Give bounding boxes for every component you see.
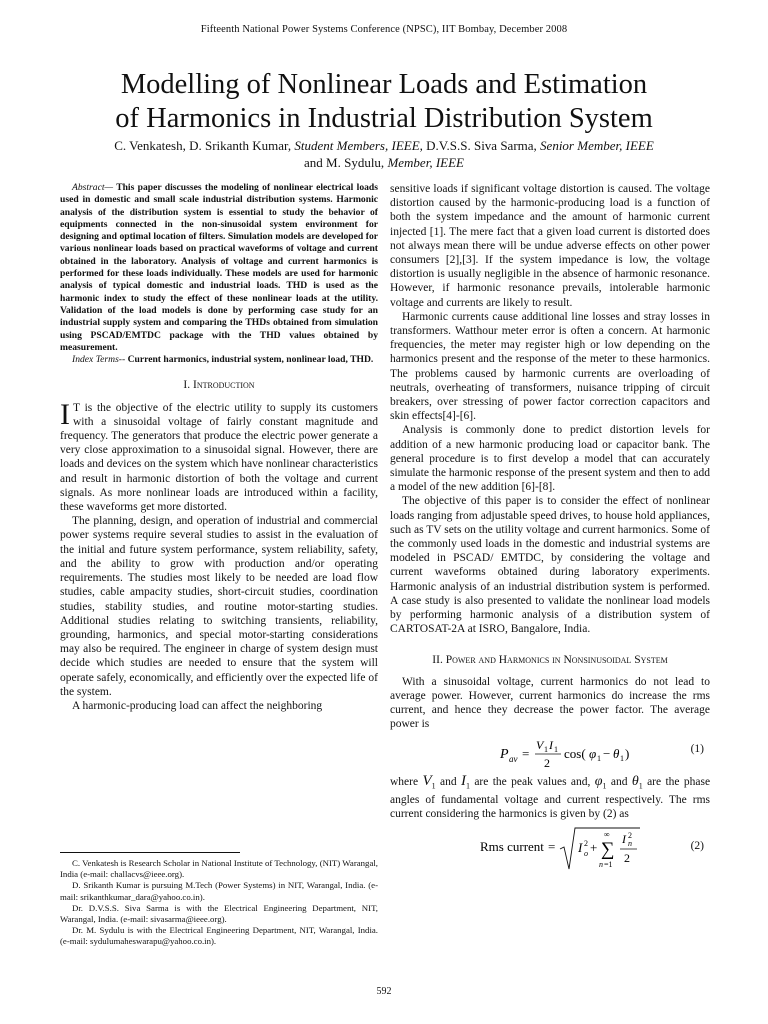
footnote-4: Dr. M. Sydulu is with the Electrical Engineering Department, NIT, Warangal, India. (e-mail: sydulumaheswarapu@yahoo.co.in). (60, 925, 378, 947)
page-number: 592 (376, 986, 392, 997)
svg-text:∞: ∞ (604, 830, 610, 840)
equation-1 (390, 736, 710, 770)
footnote-rule (60, 852, 240, 853)
text-mid: are the peak values and, (474, 775, 591, 788)
author-names-a: C. Venkatesh, D. Srikanth Kumar, (114, 138, 292, 153)
abstract (60, 182, 378, 354)
text-and-2: and (610, 775, 628, 788)
right-paragraph-2: Harmonic currents cause additional line losses and stray losses in transformers. Watthour meter error is often a concern. At harmonic frequencies, the meter may register high or low depending on the harmonics present and the response of the meter to these harmonics. The problems caused by harmonic currents are overloading of neutrals, overheating of transformers, nuisance tripping of circuit breakers, over stressing of power factor correction capacitors and skin effects[4]-[6]. (390, 310, 710, 423)
symbol-i1: I (460, 772, 466, 789)
svg-text:1: 1 (554, 744, 558, 754)
svg-text:=1: =1 (604, 860, 613, 870)
symbol-theta1: θ (631, 773, 639, 789)
right-paragraph-3: Analysis is commonly done to predict distortion levels for addition of a new harmonic producing load or capacitor bank. The general procedure is to first develop a model that can accurately simulate the harmonic response of the present system and then to add a model of the new addition [6]-[8]. (390, 424, 710, 494)
text-and-1: and (439, 775, 457, 788)
footnote-2: D. Srikanth Kumar is pursuing M.Tech (Power Systems) in NIT, Warangal, India. (e-mail: srikanthkumar_dara@yahoo.co.in). (60, 880, 378, 902)
intro-paragraph-1 (60, 397, 378, 515)
paper-title (60, 68, 708, 136)
text-where: where (390, 775, 419, 788)
index-terms-label: Index Terms-- (72, 354, 126, 366)
equation-1-number: (1) (690, 742, 704, 755)
abstract-text: This paper discusses the modeling of nonlinear electrical loads used in domestic and small scale industrial distribution systems. Harmonic analysis of the distribution system is essential to study the behavior of equipments connected in the non-sinusoidal system environment for designing and optimal location of filters. Simulation models are developed for various nonlinear loads based on practical waveforms of voltage and current obtained in the laboratory. Analysis of voltage and current harmonics is performed for these loads individually. These models are used for harmonic analysis of typical domestic and industrial loads. THD is used as the harmonic index to study the effect of these nonlinear loads at the utility. Validation of the load models is done by performing case study for an industrial supply system and comparing the THDs obtained from simulation using PSCAD/EMTDC package with the THD values obtained by measurement. (60, 182, 378, 353)
text-rest: phase angles of fundamental voltage and current respectively. The rms current considering the harmonics is given by (2) as (390, 775, 711, 821)
abstract-label: Abstract— (72, 182, 114, 193)
intro-paragraph-1-text: T is the objective of the electric utility to supply its customers with a sinusoidal voltage of fairly constant magnitude and frequency. The generators that produce the electric power generate a very close approximation to a sinusoidal signal. However, there are loads and devices on the system which have nonlinear characteristics and result in harmonic distortion of both the voltage and current signals. As more nonlinear loads are introduced within a facility, these waveforms get more distorted. (60, 401, 378, 514)
section-2-paragraph-2: where $V_1$ and $I_1$ are the peak values and, $\varphi_1$ and $\theta_1$ are the phase angles of fundamental voltage and current respectively. The rms current considering the harmonics is given by (2) as (390, 772, 711, 821)
intro-paragraph-2: The planning, design, and operation of industrial and commercial power systems require several studies to assist in the evaluation of the initial and future system performance, system reliability, safety, and the ability to grow with production and/or operating requirements. The studies most likely to be needed are load flow studies, cable ampacity studies, short-circuit studies, coordination studies, stability studies, and routine motor-starting studies. Additional studies relating to switching transients, reliability, grounding, harmonics, and special motor-starting considerations may also be required. The engineer in charge of system design must decide which studies are needed to ensure that the system will operate safely, economically, and efficiently over the expected life of the system. (60, 515, 378, 698)
svg-text:I: I (578, 840, 583, 856)
author-role-b: Senior Member, IEEE (540, 138, 654, 153)
equation-1-formula (500, 736, 650, 770)
author-line-2 (40, 154, 728, 171)
text-end: are the (647, 775, 680, 788)
equation-2 (390, 825, 710, 875)
author-names-c: and M. Sydulu, (304, 155, 385, 170)
intro-paragraph-3: A harmonic-producing load can affect the neighboring (72, 699, 323, 712)
title-line-2: of Harmonics in Industrial Distribution System (115, 103, 653, 134)
svg-text:n: n (628, 839, 632, 849)
svg-text:V: V (536, 737, 544, 752)
svg-text:2: 2 (628, 831, 632, 841)
author-line-1 (40, 137, 728, 154)
svg-text:φ: φ (589, 745, 597, 761)
symbol-phi1: φ (594, 773, 603, 789)
index-terms-text: Current harmonics, industrial system, nonlinear load, THD. (125, 354, 374, 366)
left-column (60, 182, 378, 713)
svg-text:av: av (509, 753, 518, 764)
section-1-title: Introduction (192, 379, 255, 392)
equation-2-formula (480, 825, 650, 875)
section-heading-power-harmonics (390, 653, 710, 667)
equation-2-number: (2) (690, 840, 704, 853)
svg-text:+: + (590, 840, 598, 856)
svg-text:o: o (584, 849, 588, 859)
right-column (390, 182, 710, 879)
section-2-title: Power and Harmonics in Nonsinusoidal System (445, 653, 668, 666)
author-names-b: D.V.S.S. Siva Sarma, (426, 138, 537, 153)
equation-2-label: Rms current (480, 839, 544, 855)
svg-text:2: 2 (624, 851, 630, 866)
svg-text:=: = (548, 839, 556, 855)
svg-text:=: = (522, 745, 530, 761)
footnotes (60, 858, 378, 948)
svg-text:−: − (603, 745, 611, 761)
right-paragraph-4: The objective of this paper is to consider the effect of nonlinear loads ranging from adjustable speed drives, to house hold appliances, such as TV sets on the utility voltage and current harmonics. Some of the commonly used loads in the domestic and industrial systems are modeled in PSCAD/ EMTDC, by considering the voltage and current waveforms obtained during laboratory experiments. Harmonic analysis of an industrial distribution system is performed. A case study is also presented to validate the nonlinear load models by performing harmonic analysis of a distribution system of CARTOSAT-2A at ISRO, Bangalore, India. (390, 495, 710, 636)
svg-text:I: I (549, 737, 553, 752)
conference-header: Fifteenth National Power Systems Conference (NPSC), IIT Bombay, December 2008 (200, 24, 568, 35)
svg-text:cos(: cos( (564, 745, 586, 761)
svg-text:∑: ∑ (601, 839, 615, 861)
svg-text:I: I (622, 832, 626, 847)
svg-text:θ: θ (613, 745, 620, 761)
drop-cap: I (60, 397, 70, 431)
footnote-1: C. Venkatesh is Research Scholar in National Institute of Technology, (NIT) Warangal, India (e-mail: challacvs@ieee.org). (60, 858, 378, 880)
author-list (40, 137, 728, 171)
section-2-paragraph-1: With a sinusoidal voltage, current harmonics do not lead to average power. However, current harmonics do increase the rms current, and hence they decrease the power factor. The average power is (390, 675, 710, 731)
svg-text:1: 1 (544, 744, 548, 754)
author-role-c: Member, IEEE (387, 155, 464, 170)
footnote-3: Dr. D.V.S.S. Siva Sarma is with the Electrical Engineering Department, NIT, Warangal, India. (e-mail: sivasarma@ieee.org). (60, 902, 378, 925)
author-role-a: Student Members, IEEE, (294, 138, 423, 153)
right-paragraph-1: sensitive loads if significant voltage distortion is caused. The voltage distortion caused by the harmonic-producing load is a function of both the system impedance and the amount of harmonic current injected [1]. The mere fact that a given load current is distorted does not always mean there will be undue adverse effects on other power consumers [2],[3]. If the system impedance is low, the voltage distortion is usually negligible in the absence of harmonic resonance. However, if harmonic resonance prevails, intolerable harmonic voltage and currents are likely to result. (390, 183, 710, 309)
symbol-v1: V (422, 772, 432, 789)
svg-text:1: 1 (597, 753, 601, 763)
svg-text:2: 2 (584, 839, 588, 849)
title-line-1: Modelling of Nonlinear Loads and Estimation (120, 69, 648, 100)
svg-text:n: n (599, 860, 603, 870)
section-2-number: II. (432, 653, 443, 666)
svg-text:P: P (500, 746, 509, 762)
svg-text:1: 1 (620, 753, 624, 763)
index-terms (60, 354, 378, 366)
section-1-number: I. (183, 379, 191, 392)
section-heading-introduction (60, 378, 378, 392)
svg-text:): ) (625, 745, 630, 761)
svg-text:2: 2 (544, 755, 550, 770)
